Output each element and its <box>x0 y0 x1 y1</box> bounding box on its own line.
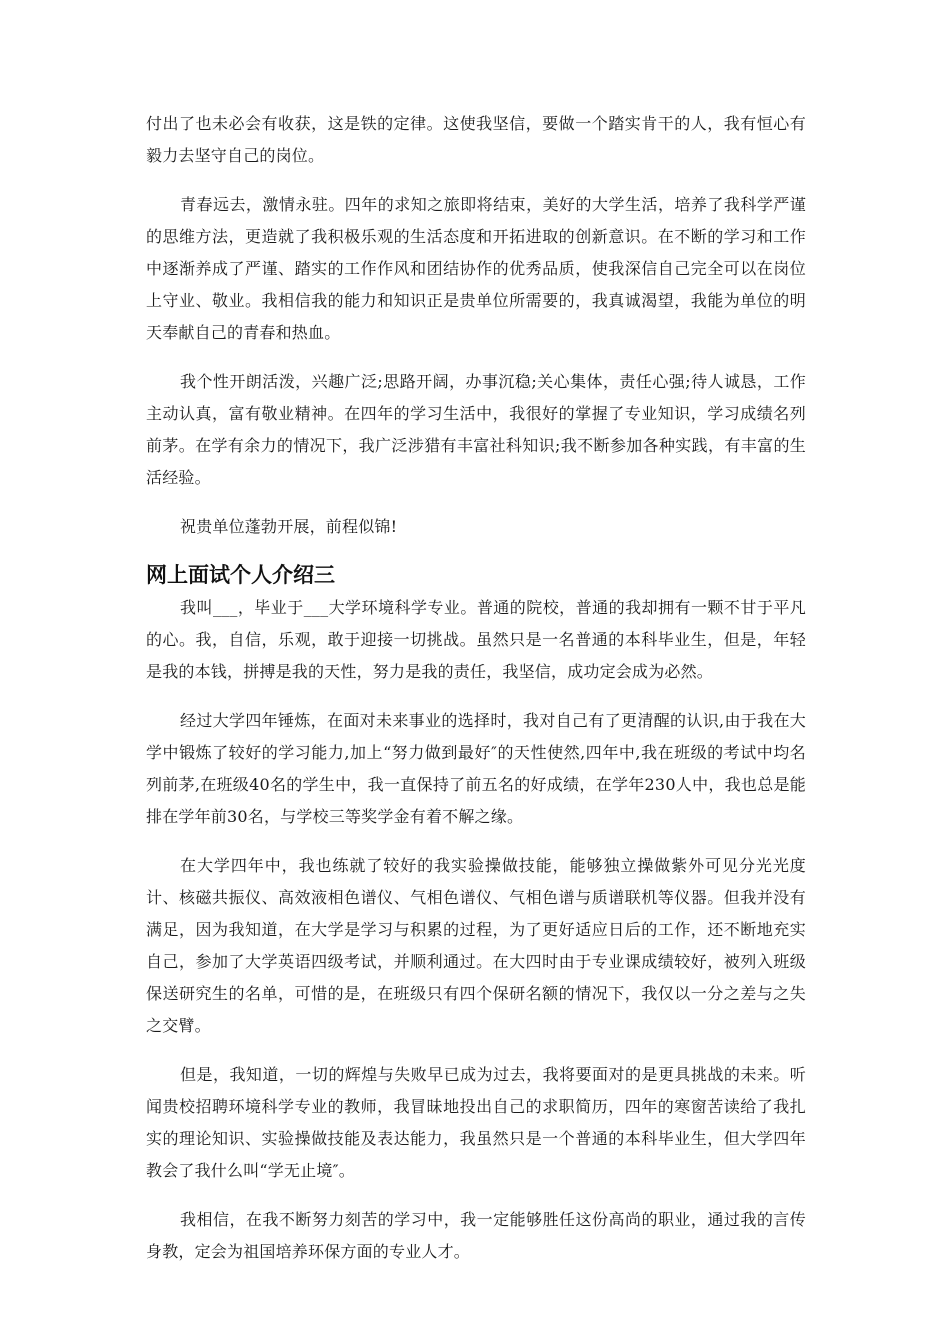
paragraph-closing-wish: 祝贵单位蓬勃开展，前程似锦! <box>180 517 398 536</box>
paragraph-personality: 我个性开朗活泼，兴趣广泛;思路开阔，办事沉稳;关心集体，责任心强;待人诚恳，工作主动认真，富有敬业精神。在四年的学习生活中，我很好的掌握了专业知识，学习成绩名列前茅。在学有余力的情况下，我广泛涉猎有丰富社科知识;我不断参加各种实践，有丰富的生活经验。 <box>146 372 806 487</box>
paragraph-introduction: 我叫___，毕业于___大学环境科学专业。普通的院校，普通的我却拥有一颗不甘于平凡的心。我，自信，乐观，敢于迎接一切挑战。虽然只是一名普通的本科毕业生，但是，年轻是我的本钱，拼搏是我的天性，努力是我的责任，我坚信，成功定会成为必然。 <box>146 598 806 681</box>
paragraph-lab-skills: 在大学四年中，我也练就了较好的我实验操做技能，能够独立操做紫外可见分光光度计、核磁共振仪、高效液相色谱仪、气相色谱仪、气相色谱与质谱联机等仪器。但我并没有满足，因为我知道，在大学是学习与积累的过程，为了更好适应日后的工作，还不断地充实自己，参加了大学英语四级考试，并顺利通过。在大四时由于专业课成绩较好，被列入班级保送研究生的名单，可惜的是，在班级只有四个保研名额的情况下，我仅以一分之差与之失之交臂。 <box>146 856 806 1035</box>
paragraph-academic-record: 经过大学四年锤炼，在面对未来事业的选择时，我对自己有了更清醒的认识,由于我在大学中锻炼了较好的学习能力,加上“努力做到最好″的天性使然,四年中,我在班级的考试中均名列前茅,在班级40名的学生中，我一直保持了前五名的好成绩，在学年230人中，我也总是能排在学年前30名，与学校三等奖学金有着不解之缘。 <box>146 711 806 826</box>
section-heading: 网上面试个人介绍三 <box>146 563 335 587</box>
document-page <box>146 108 806 1285</box>
paragraph-youth: 青春远去，激情永驻。四年的求知之旅即将结束，美好的大学生活，培养了我科学严谨的思维方法，更造就了我积极乐观的生活态度和开拓进取的创新意识。在不断的学习和工作中逐渐养成了严谨、踏实的工作作风和团结协作的优秀品质，使我深信自己完全可以在岗位上守业、敬业。我相信我的能力和知识正是贵单位所需要的，我真诚渴望，我能为单位的明天奉献自己的青春和热血。 <box>146 195 806 342</box>
paragraph-future: 但是，我知道，一切的辉煌与失败早已成为过去，我将要面对的是更具挑战的未来。听闻贵校招聘环境科学专业的教师，我冒昧地投出自己的求职简历，四年的寒窗苦读给了我扎实的理论知识、实验操做技能及表达能力，我虽然只是一个普通的本科毕业生，但大学四年教会了我什么叫“学无止境″。 <box>146 1065 806 1180</box>
paragraph-conclusion: 我相信，在我不断努力刻苦的学习中，我一定能够胜任这份高尚的职业，通过我的言传身教，定会为祖国培养环保方面的专业人才。 <box>146 1210 806 1261</box>
paragraph-continuation: 付出了也未必会有收获，这是铁的定律。这使我坚信，要做一个踏实肯干的人，我有恒心有毅力去坚守自己的岗位。 <box>146 114 806 165</box>
